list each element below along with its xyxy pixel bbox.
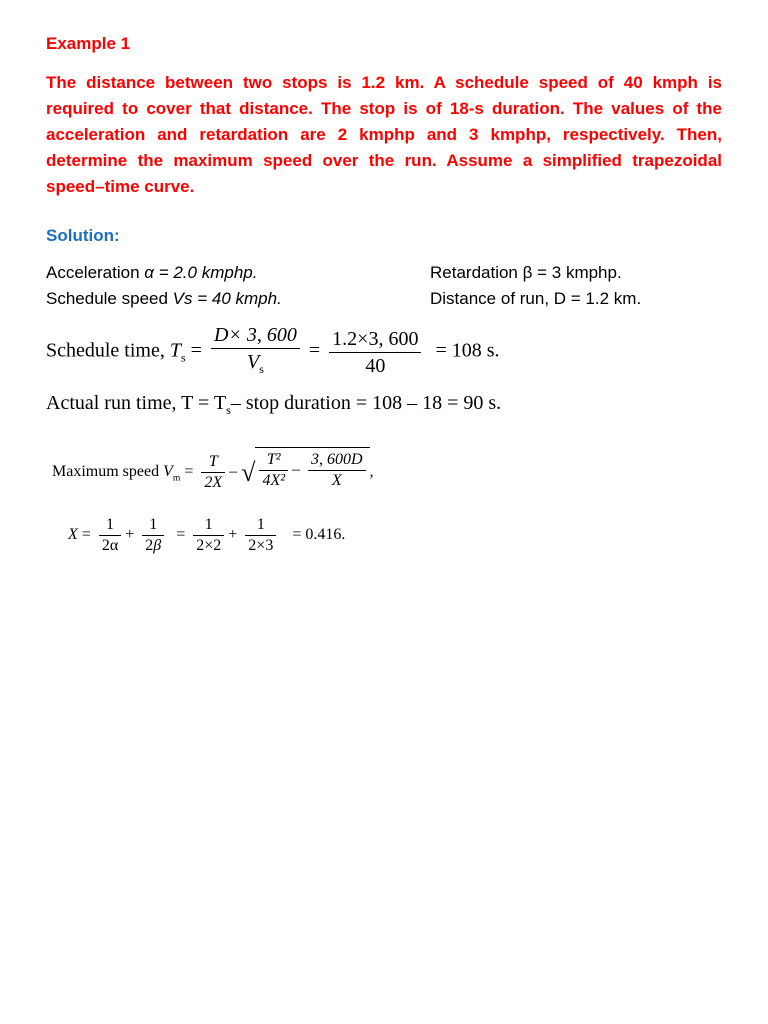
one-over-2x3: $\frac{1}{2\times 3}$ [245,515,276,556]
t-over-2x-fraction: $\frac{T}{2X}$ [201,452,225,493]
distance-given: Distance of run, D = 1.2 km. [430,289,642,308]
solution-label: Solution: [46,226,120,245]
sqrt-content: $\frac{\text{T²}}{\text{4X²}}$ – $\frac{3, 600D}{X}$ [255,447,369,491]
maximum-speed-equation: Maximum speed $V_m$ = $\frac{T}{2X}$ – √ $\frac{\text{T²}}{\text{4X²}}$ – $\frac{3, 600D}{X}$ , [52,452,374,493]
actual-run-time-equation: Actual run time, $T = T_s-$ stop duration = 108 – 18 = 90 s. [46,392,502,417]
sqrt-icon: √ [241,457,256,487]
one-over-2x2: $\frac{1}{2\times 2}$ [193,515,224,556]
example-title: Example 1 [46,34,131,53]
problem-statement: The distance between two stops is 1.2 km. A schedule speed of 40 kmph is required to cover that distance. The stop is of 18-s duration. The values of the acceleration and retardation are 2 kmphp and 3 kmphp, respectively. Then, determine the maximum speed over the run. Assume a simplified trapezoidal speed–time curve. [46,73,722,196]
one-over-2beta: $\frac{1}{2\beta}$ [142,515,164,556]
schedule-speed-given: Schedule speed Vs = 40 kmph. [46,289,282,308]
3600d-over-x-fraction: $\frac{3, 600D}{X}$ [308,450,366,491]
acceleration-given: Acceleration α = 2.0 kmphp. [46,263,258,282]
schedule-time-equation: Schedule time, $T_s$ = $\frac{D\times 3, 600}{V_s}$ = $\frac{1.2\times 3, 600}{40}$ = 108 s. [46,322,500,382]
t2-over-4x2-fraction: $\frac{\text{T²}}{\text{4X²}}$ [259,450,288,491]
retardation-given: Retardation β = 3 kmphp. [430,263,622,282]
x-equation: X = $\frac{1}{2\alpha}$ + $\frac{1}{2\beta}$ = $\frac{1}{2\times 2}$ + $\frac{1}{2\times 3}$ = 0.416. [68,516,346,554]
schedule-fraction-2: $\frac{1.2\times 3, 600}{40}$ [329,326,421,379]
schedule-fraction-1: $\frac{D\times 3, 600}{V_s}$ [211,322,300,382]
one-over-2alpha: $\frac{1}{2\alpha}$ [99,515,121,556]
